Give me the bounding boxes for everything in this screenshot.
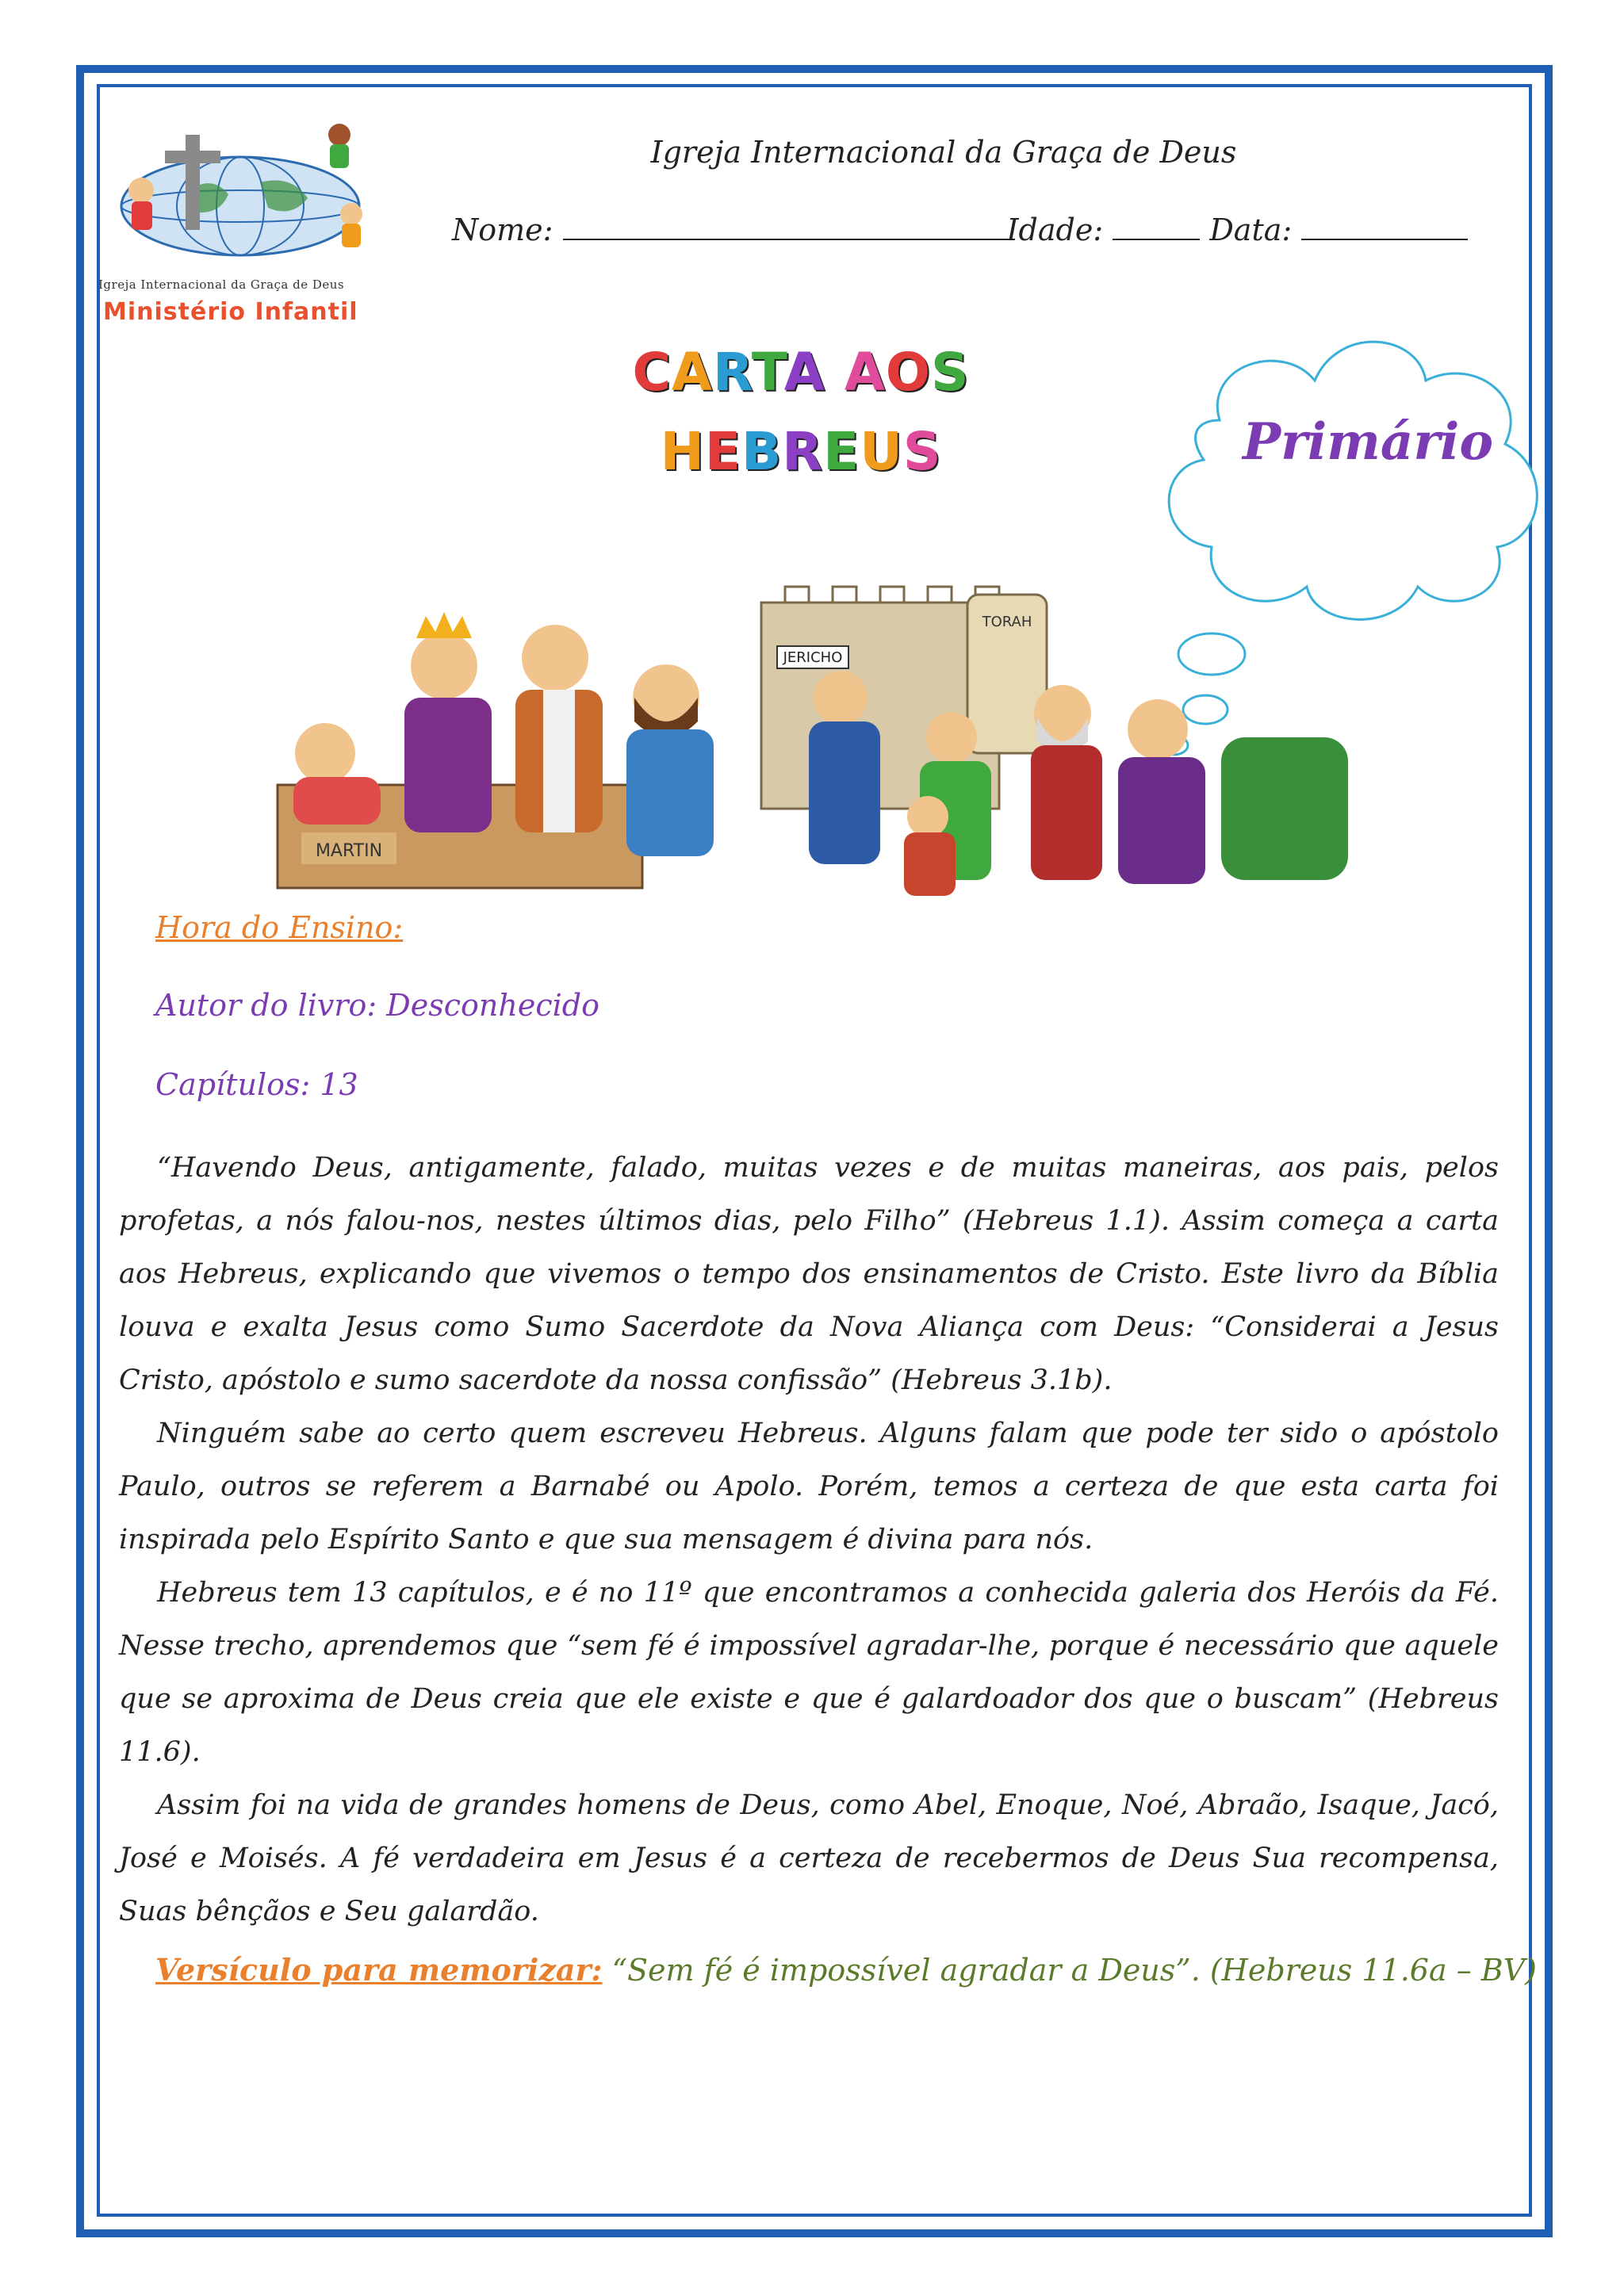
- title-letter: H: [660, 421, 705, 482]
- page-title: [603, 333, 999, 492]
- title-letter: E: [823, 421, 860, 482]
- martin-label: MARTIN: [315, 841, 383, 861]
- section-autor: Autor do livro: Desconhecido: [155, 988, 599, 1023]
- age-label: Idade:: [1006, 212, 1104, 247]
- title-letter: R: [712, 342, 752, 403]
- title-letter: B: [741, 421, 783, 482]
- logo-ministry: Ministério Infantil: [103, 298, 358, 326]
- logo-church-name: Igreja Internacional da Graça de Deus: [98, 277, 345, 292]
- title-letter: R: [782, 421, 824, 482]
- title-letter: O: [885, 342, 932, 403]
- title-letter: A: [783, 342, 825, 403]
- level-label: Primário: [1242, 412, 1494, 472]
- title-letter: A: [844, 342, 886, 403]
- title-line-1: [603, 333, 999, 412]
- title-space: [825, 342, 845, 403]
- name-field[interactable]: [563, 215, 1007, 240]
- name-label: Nome:: [452, 212, 553, 247]
- title-letter: E: [704, 421, 741, 482]
- body-paragraph: Hebreus tem 13 capítulos, e é no 11º que encontramos a conhecida galeria dos Heróis da Fé. Nesse trecho, aprendemos que “sem fé é impossível agradar-lhe, porque é necessário que aquele que se aproxima de Deus creia que ele existe e que é galardoador dos que o buscam” (Hebreus 11.6).: [119, 1577, 1499, 1768]
- memory-verse-text: “Sem fé é impossível agradar a Deus”. (Hebreus 11.6a – BV): [602, 1953, 1537, 1988]
- title-letter: A: [671, 342, 713, 403]
- body-paragraph: “Havendo Deus, antigamente, falado, muitas vezes e de muitas maneiras, aos pais, pelos profetas, a nós falou-nos, nestes últimos dias, pelo Filho” (Hebreus 1.1). Assim começa a carta aos Hebreus, explicando que vivemos o tempo dos ensinamentos de Cristo. Este livro da Bíblia louva e exalta Jesus como Sumo Sacerdote da Nova Aliança com Deus: “Considerai a Jesus Cristo, apóstolo e sumo sacerdote da nossa confissão” (Hebreus 3.1b).: [119, 1152, 1499, 1396]
- date-field[interactable]: [1301, 215, 1468, 240]
- section-hora-ensino: Hora do Ensino:: [155, 910, 404, 945]
- age-field[interactable]: [1113, 215, 1200, 240]
- body-paragraph: Ninguém sabe ao certo quem escreveu Hebreus. Alguns falam que pode ter sido o apóstolo Paulo, outros se referem a Barnabé ou Apolo. Porém, temos a certeza de que esta carta foi inspirada pelo Espírito Santo e que sua mensagem é divina para nós.: [119, 1418, 1499, 1556]
- memory-verse: [155, 1952, 1537, 1988]
- date-label: Data:: [1209, 212, 1293, 247]
- torah-label: TORAH: [982, 614, 1032, 630]
- bible-characters-illustration: [270, 579, 1364, 896]
- title-letter: C: [632, 342, 672, 403]
- student-form-line: [452, 212, 1499, 247]
- title-letter: U: [860, 421, 903, 482]
- section-capitulos: Capítulos: 13: [155, 1067, 358, 1102]
- title-line-2: [603, 412, 999, 492]
- lesson-body: [119, 1142, 1499, 1938]
- body-paragraph: Assim foi na vida de grandes homens de Deus, como Abel, Enoque, Noé, Abraão, Isaque, Jacó, José e Moisés. A fé verdadeira em Jesus é a certeza de recebermos de Deus Sua recompensa, Suas bênçãos e Seu galardão.: [119, 1789, 1499, 1927]
- title-letter: T: [751, 342, 784, 403]
- title-letter: S: [931, 342, 970, 403]
- memory-verse-label: Versículo para memorizar:: [155, 1952, 603, 1988]
- jericho-label: JERICHO: [783, 649, 843, 666]
- title-letter: S: [902, 421, 942, 482]
- church-name: Igreja Internacional da Graça de Deus: [650, 135, 1237, 170]
